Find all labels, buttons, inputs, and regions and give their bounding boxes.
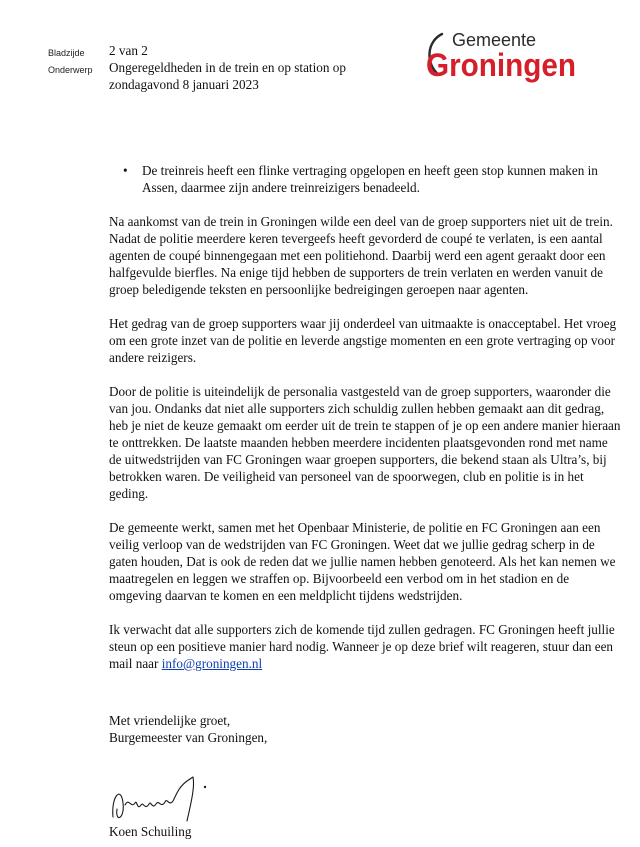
paragraph-personalia: Door de politie is uiteindelijk de personalia vastgesteld van de groep supporters, waaronder die van jou. Ondanks dat niet alle supporters zich schuldig zullen hebben gemaakt aan dit gedrag, heb je niet de keuze gemaakt om eerder uit de trein te stappen of je op een andere manier hieraan te onttrekken. De laatste maanden hebben meerdere incidenten plaatsgevonden rond met name de uitwedstrijden van FC Groningen waar groepen supporters, die bekend staan als Ultra’s, bij betrokken waren. De veiligheid van personeel van de spoorwegen, club en politie is in het geding. (109, 384, 621, 501)
handwritten-signature (107, 757, 227, 827)
email-link[interactable]: info@groningen.nl (161, 656, 263, 671)
letter-body (109, 162, 621, 689)
signature-dot (204, 786, 206, 788)
closing-block (109, 712, 267, 746)
subject-line-2: zondagavond 8 januari 2023 (109, 77, 259, 92)
paragraph-measures: De gemeente werkt, samen met het Openbaar Ministerie, de politie en FC Groningen aan een veilig verloop van de wedstrijden van FC Groningen. Weet dat we jullie gedrag scherp in de gaten houden, Dat is ook de reden dat we jullie namen hebben genoteerd. Als het kan nemen we maatregelen en leggen we straffen op. Bijvoorbeeld een verbod om in het stadion en de omgeving daarvan te komen en een meldplicht tijdens wedstrijden. (109, 520, 616, 603)
page-number: 2 van 2 (109, 43, 148, 58)
subject-label: Onderwerp (48, 65, 93, 75)
contact-text: Ik verwacht dat alle supporters zich de komende tijd zullen gedragen. FC Groningen heeft jullie steun op een positieve manier hard nodig. Wanneer je op deze brief wilt reageren, stuur dan een mail naar (109, 622, 615, 671)
meta-values (109, 42, 346, 93)
meta-labels (48, 45, 93, 79)
logo-top-word: Gemeente (452, 30, 537, 50)
bullet-item (109, 162, 621, 196)
greeting: Met vriendelijke groet, (109, 713, 231, 728)
paragraph-arrival: Na aankomst van de trein in Groningen wilde een deel van de groep supporters niet uit de trein. Nadat de politie meerdere keren tevergeefs heeft gevorderd de coupé te verlaten, is een aantal agenten de coupé binnengegaan met een politiehond. Daarbij werd een agent geraakt door een halfgevulde bierfles. Na enige tijd hebben de supporters de trein verlaten en werden vanuit de groep beledigende teksten en persoonlijke bedreigingen geroepen naar agenten. (109, 214, 613, 297)
bullet-text: De treinreis heeft een flinke vertraging opgelopen en heeft geen stop kunnen maken in Assen, daarmee zijn andere treinreizigers benadeeld. (142, 163, 598, 195)
signer-name: Koen Schuiling (109, 824, 192, 839)
gemeente-groningen-logo (418, 24, 578, 86)
page-label: Bladzijde (48, 48, 85, 58)
bullet-marker: • (123, 163, 128, 178)
paragraph-contact (109, 621, 621, 672)
signature-stroke (113, 777, 194, 821)
subject-line-1: Ongeregeldheden in de trein en op station op (109, 60, 346, 75)
signer-title: Burgemeester van Groningen, (109, 730, 268, 745)
logo-main-word: Groningen (426, 47, 576, 83)
paragraph-behavior: Het gedrag van de groep supporters waar jij onderdeel van uitmaakte is onacceptabel. Het vroeg om een grote inzet van de politie en leverde angstige momenten en een grote vertraging op voor andere reizigers. (109, 316, 617, 365)
